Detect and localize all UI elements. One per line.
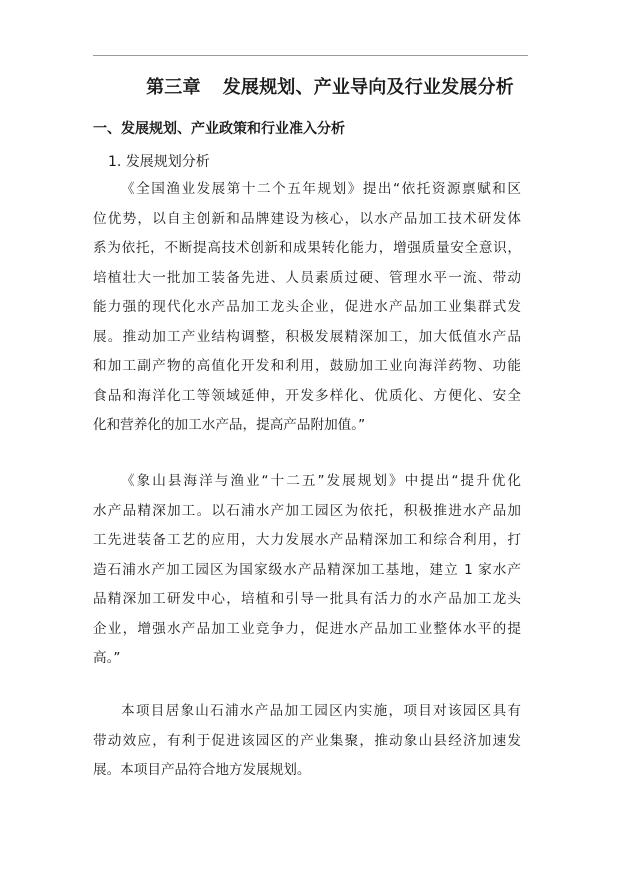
subsection-heading: 1. 发展规划分析 (108, 154, 210, 170)
paragraph-project-conclusion (93, 697, 521, 786)
paragraph-line: 能力强的现代化水产品加工龙头企业，促进水产品加工业集群式发 (93, 299, 521, 315)
paragraph-line: 工先进装备工艺的应用，大力发展水产品精深加工和综合利用，打 (93, 532, 521, 548)
paragraph-national-plan (93, 175, 521, 441)
paragraph-county-plan (93, 467, 521, 674)
paragraph-line: 水产品精深加工。以石浦水产加工园区为依托，积极推进水产品加 (93, 502, 521, 519)
paragraph-line: 本项目居象山石浦水产品加工园区内实施，项目对该园区具有 (121, 703, 521, 719)
paragraph-line: 企业，增强水产品加工业竞争力，促进水产品加工业整体水平的提 (93, 620, 521, 637)
paragraph-line: 展。本项目产品符合地方发展规划。 (93, 762, 311, 778)
paragraph-line: 化和营养化的加工水产品，提高产品附加值。” (93, 417, 366, 433)
paragraph-line: 系为依托，不断提高技术创新和成果转化能力，增强质量安全意识， (93, 240, 521, 256)
paragraph-line: 食品和海洋化工等领域延伸，开发多样化、优质化、方便化、安全 (93, 387, 521, 404)
paragraph-line: 《象山县海洋与渔业“十二五”发展规划》中提出“提升优化 (121, 473, 521, 489)
paragraph-line: 高。” (93, 650, 121, 666)
chapter-title (100, 74, 560, 102)
chapter-number: 第三章 (146, 77, 201, 98)
paragraph-line: 造石浦水产加工园区为国家级水产品精深加工基地，建立 1 家水产 (93, 561, 521, 578)
paragraph-line: 位优势，以自主创新和品牌建设为核心，以水产品加工技术研发体 (93, 210, 521, 227)
paragraph-line: 展。推动加工产业结构调整，积极发展精深加工，加大低值水产品 (93, 328, 521, 345)
paragraph-line: 《全国渔业发展第十二个五年规划》提出“依托资源禀赋和区 (121, 181, 521, 197)
paragraph-line: 品精深加工研发中心，培植和引导一批具有活力的水产品加工龙头 (93, 591, 521, 607)
paragraph-line: 带动效应，有利于促进该园区的产业集聚，推动象山县经济加速发 (93, 732, 521, 749)
header-rule (93, 55, 528, 56)
chapter-title-text: 发展规划、产业导向及行业发展分析 (222, 77, 514, 98)
section-heading: 一、发展规划、产业政策和行业准入分析 (93, 121, 345, 137)
paragraph-line: 和加工副产物的高值化开发和利用，鼓励加工业向海洋药物、功能 (93, 358, 521, 374)
paragraph-line: 培植壮大一批加工装备先进、人员素质过硬、管理水平一流、带动 (93, 269, 521, 286)
